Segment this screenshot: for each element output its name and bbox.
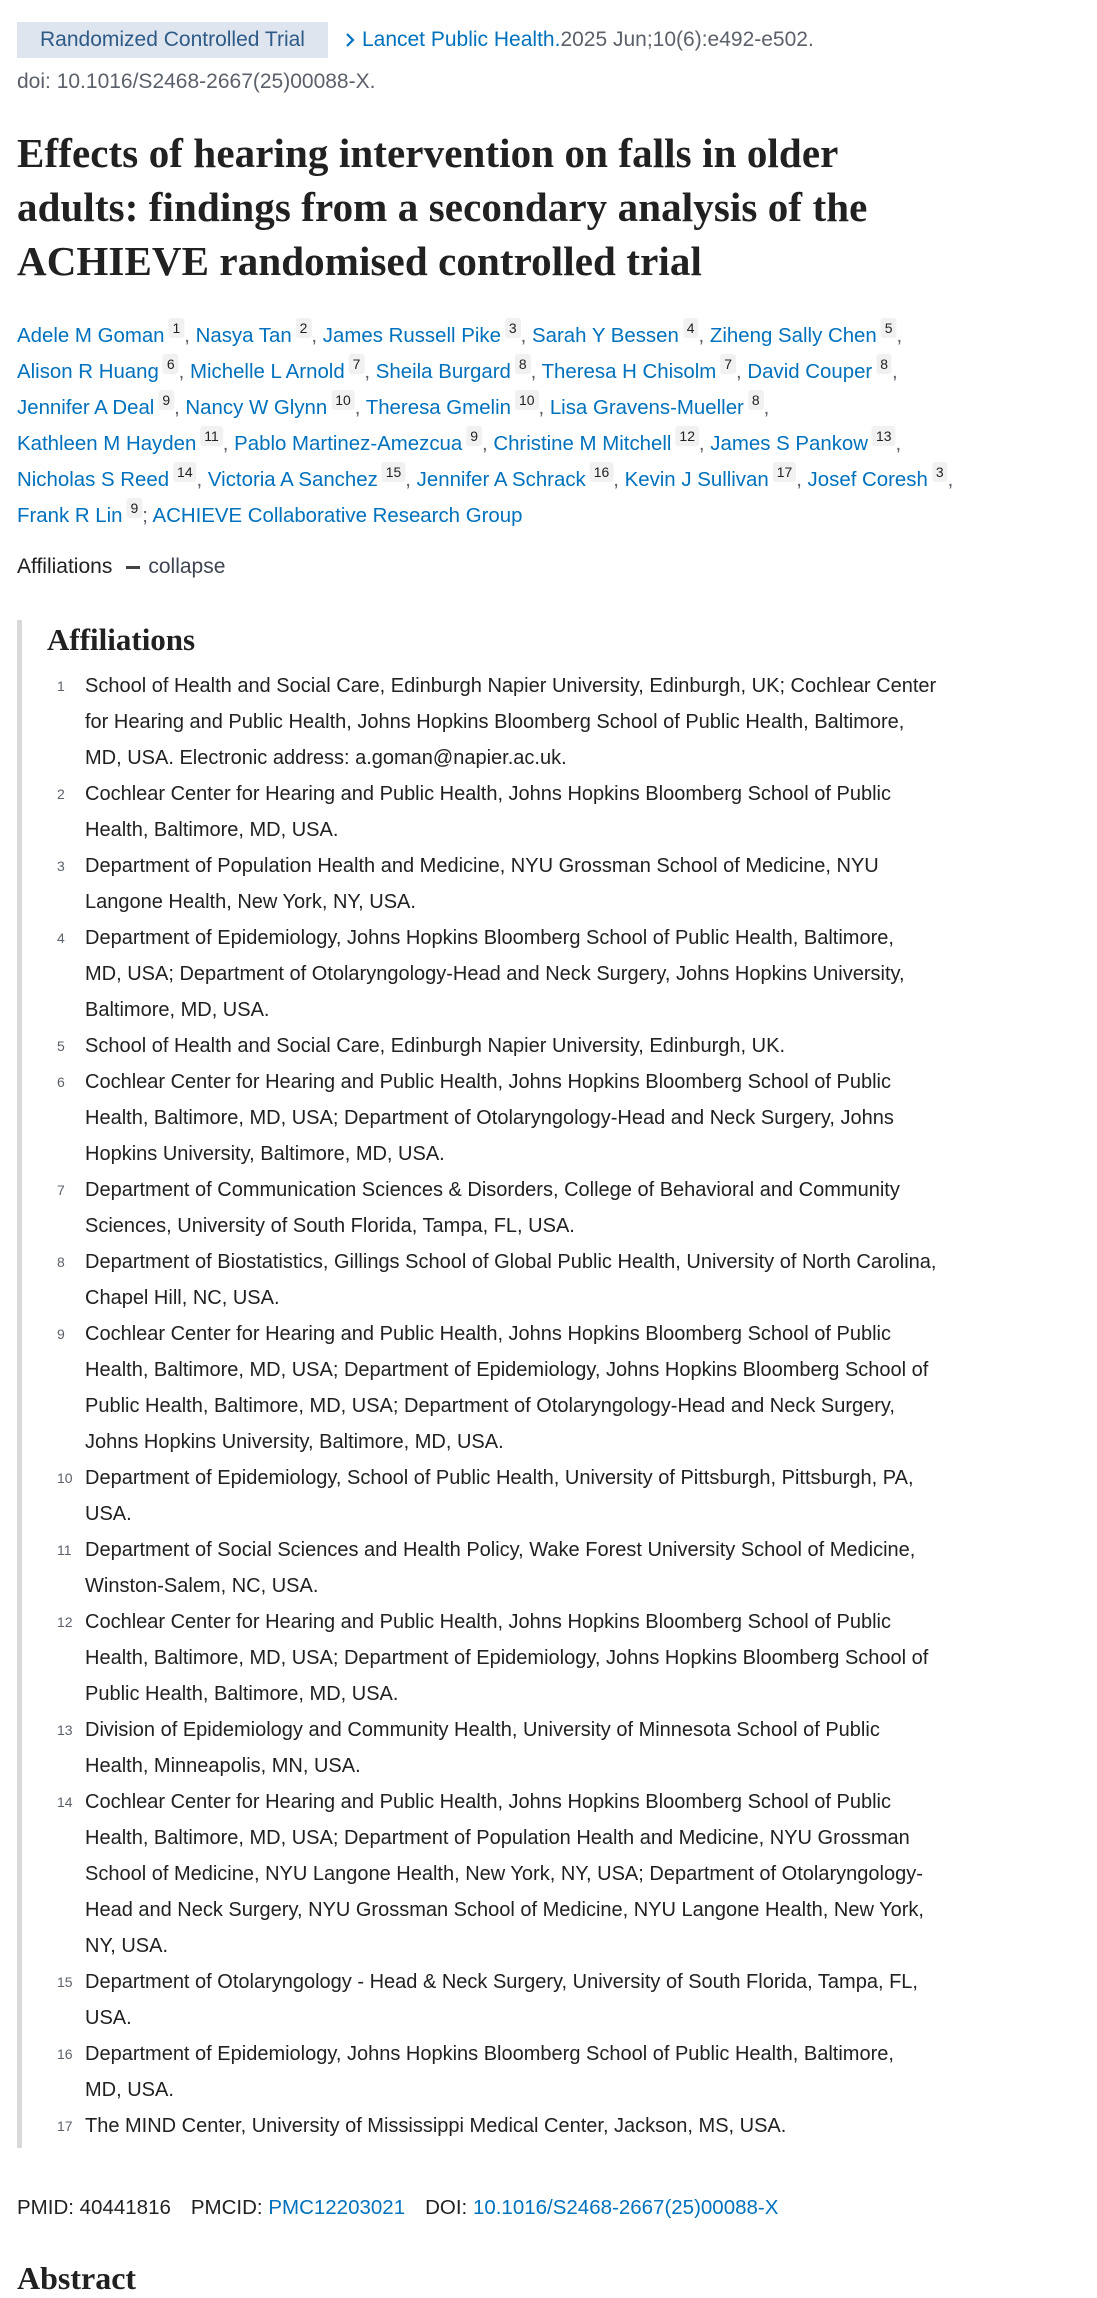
affiliation-item [47, 1316, 1095, 1460]
affiliation-ref-button[interactable]: 3 [505, 318, 521, 338]
author-link[interactable]: Theresa H Chisolm [541, 360, 717, 383]
author-line [17, 462, 1091, 498]
affiliation-number: 8 [57, 1254, 65, 1270]
affiliation-ref-button[interactable]: 15 [382, 462, 405, 482]
author-separator: , [196, 468, 208, 491]
affiliation-text-line: Department of Population Health and Medicine, NYU Grossman School of Medicine, NYU [85, 855, 879, 877]
author-link[interactable]: Christine M Mitchell [493, 432, 672, 455]
pmid-value: 40441816 [79, 2196, 171, 2219]
affiliation-ref-button[interactable]: 8 [876, 354, 892, 374]
author-separator: , [796, 468, 808, 491]
author-separator: , [174, 396, 186, 419]
affiliation-text [85, 2036, 894, 2108]
affiliation-ref-button[interactable]: 6 [163, 354, 179, 374]
affiliation-text-line: Division of Epidemiology and Community Health, University of Minnesota School of Public [85, 1719, 880, 1741]
affiliation-text-line: Public Health, Baltimore, MD, USA; Department of Otolaryngology-Head and Neck Surgery, [85, 1395, 895, 1417]
affiliation-text-line: Health, Baltimore, MD, USA. [85, 819, 339, 841]
affiliation-ref-button[interactable]: 7 [720, 354, 736, 374]
affiliation-text-line: Department of Otolaryngology - Head & Neck Surgery, University of South Florida, Tampa, FL, [85, 1971, 918, 1993]
author-separator: , [698, 324, 710, 347]
author-separator: , [763, 396, 770, 419]
author-line [17, 426, 1091, 462]
affiliation-text-line: Public Health, Baltimore, MD, USA. [85, 1683, 399, 1705]
affiliation-ref-button[interactable]: 17 [773, 462, 796, 482]
affiliation-item [47, 1028, 1095, 1064]
author-link[interactable]: Ziheng Sally Chen [709, 324, 877, 347]
affiliation-ref-button[interactable]: 7 [349, 354, 365, 374]
affiliation-item [47, 1784, 1095, 1964]
affiliation-ref-button[interactable]: 14 [173, 462, 196, 482]
affiliation-text-line: Department of Communication Sciences & Disorders, College of Behavioral and Community [85, 1179, 900, 1201]
affiliation-text-line: Department of Epidemiology, Johns Hopkins Bloomberg School of Public Health, Baltimore, [85, 2043, 894, 2065]
identifiers-line [17, 2192, 778, 2224]
pmcid-label: PMCID: [190, 2196, 269, 2219]
affiliation-item [47, 1244, 1095, 1316]
affiliation-text [85, 2108, 786, 2144]
authors-list [17, 318, 1095, 534]
affiliation-text-line: Johns Hopkins University, Baltimore, MD, USA. [85, 1431, 504, 1453]
affiliation-item [47, 2036, 1095, 2108]
affiliation-text [85, 848, 879, 920]
affiliation-text [85, 776, 891, 848]
affiliation-number: 14 [57, 1794, 73, 1810]
author-separator: , [520, 324, 533, 347]
affiliation-text-line: Chapel Hill, NC, USA. [85, 1287, 280, 1309]
affiliation-number: 1 [57, 678, 65, 694]
affiliation-text-line: School of Health and Social Care, Edinburgh Napier University, Edinburgh, UK. [85, 1035, 785, 1057]
author-line [17, 390, 1091, 426]
affiliations-panel [17, 620, 1095, 2148]
pmcid-link[interactable]: PMC12203021 [268, 2196, 406, 2219]
affiliation-ref-button[interactable]: 4 [683, 318, 699, 338]
affiliation-number: 3 [57, 858, 65, 874]
affiliation-text-line: Cochlear Center for Hearing and Public Health, Johns Hopkins Bloomberg School of Public [85, 1323, 891, 1345]
author-separator: , [891, 360, 898, 383]
affiliations-toggle-label: Affiliations [17, 555, 113, 578]
affiliation-text-line: Health, Baltimore, MD, USA; Department of Population Health and Medicine, NYU Grossman [85, 1827, 910, 1849]
author-link[interactable]: James S Pankow [710, 432, 869, 455]
author-link[interactable]: Sheila Burgard [375, 360, 511, 383]
affiliation-item [47, 920, 1095, 1028]
author-link[interactable]: Jennifer A Deal [17, 396, 155, 419]
affiliation-ref-button[interactable]: 11 [200, 426, 222, 446]
affiliation-text [85, 1172, 900, 1244]
article-title [17, 126, 867, 288]
author-separator: , [530, 360, 542, 383]
author-separator: , [311, 324, 323, 347]
author-link[interactable]: ACHIEVE Collaborative Research Group [152, 504, 523, 527]
affiliation-text-line: Winston-Salem, NC, USA. [85, 1575, 319, 1597]
affiliation-number: 11 [57, 1542, 72, 1558]
affiliation-item [47, 848, 1095, 920]
author-separator: , [354, 396, 366, 419]
minus-icon [126, 566, 140, 569]
affiliation-item [47, 1172, 1095, 1244]
affiliation-ref-button[interactable]: 8 [515, 354, 531, 374]
author-link[interactable]: Sarah Y Bessen [532, 324, 679, 347]
affiliation-number: 16 [57, 2046, 73, 2062]
collapse-link[interactable]: collapse [148, 555, 226, 578]
author-line [17, 498, 1091, 534]
affiliation-ref-button[interactable]: 12 [675, 426, 698, 446]
affiliation-number: 7 [57, 1182, 65, 1198]
affiliation-text-line: Department of Epidemiology, School of Public Health, University of Pittsburgh, Pittsburgh, PA, [85, 1467, 914, 1489]
affiliation-number: 10 [57, 1470, 73, 1486]
affiliation-item [47, 1460, 1095, 1532]
affiliation-ref-button[interactable]: 13 [872, 426, 895, 446]
author-line [17, 318, 1091, 354]
affiliation-ref-button[interactable]: 2 [296, 318, 312, 338]
author-link[interactable]: Frank R Lin [17, 504, 123, 527]
affiliation-text-line: Health, Baltimore, MD, USA; Department of Otolaryngology-Head and Neck Surgery, Johns [85, 1107, 894, 1129]
affiliation-ref-button[interactable]: 8 [748, 390, 764, 410]
affiliation-text-line: Health, Minneapolis, MN, USA. [85, 1755, 361, 1777]
author-link[interactable]: Josef Coresh [807, 468, 928, 491]
author-link[interactable]: Kathleen M Hayden [17, 432, 197, 455]
affiliation-ref-button[interactable]: 9 [158, 390, 174, 410]
citation-line [17, 22, 814, 58]
affiliation-item [47, 1532, 1095, 1604]
affiliation-item [47, 1964, 1095, 2036]
author-link[interactable]: Nasya Tan [195, 324, 292, 347]
author-separator: , [736, 360, 748, 383]
author-separator: , [698, 432, 711, 455]
affiliation-text-line: Department of Biostatistics, Gillings School of Global Public Health, University of North Carolina, [85, 1251, 937, 1273]
affiliations-toggle[interactable] [17, 551, 225, 583]
affiliations-list [47, 668, 1095, 2144]
affiliation-ref-button[interactable]: 1 [169, 318, 185, 338]
author-separator: , [895, 432, 902, 455]
author-separator: , [538, 396, 550, 419]
author-link[interactable]: James Russell Pike [322, 324, 501, 347]
doi-label: DOI: [425, 2196, 473, 2219]
affiliation-text [85, 1028, 785, 1064]
affiliation-number: 15 [57, 1974, 73, 1990]
author-separator: , [178, 360, 190, 383]
affiliation-number: 13 [57, 1722, 73, 1738]
affiliation-text [85, 1784, 924, 1964]
affiliation-text-line: Cochlear Center for Hearing and Public Health, Johns Hopkins Bloomberg School of Public [85, 783, 891, 805]
affiliation-ref-button[interactable]: 16 [590, 462, 613, 482]
affiliation-item [47, 1604, 1095, 1712]
author-separator: , [405, 468, 417, 491]
author-link[interactable]: Nancy W Glynn [185, 396, 328, 419]
author-link[interactable]: Pablo Martinez-Amezcua [234, 432, 463, 455]
affiliation-text [85, 1532, 915, 1604]
affiliation-number: 17 [57, 2118, 73, 2134]
author-link[interactable]: Nicholas S Reed [17, 468, 170, 491]
affiliation-item [47, 2108, 1095, 2144]
affiliation-text [85, 1964, 918, 2036]
affiliation-number: 9 [57, 1326, 65, 1342]
affiliations-heading: Affiliations [47, 622, 196, 657]
affiliation-text [85, 1244, 936, 1316]
author-link[interactable]: Adele M Goman [17, 324, 165, 347]
pmid-label: PMID: [17, 2196, 80, 2219]
affiliation-text-line: for Hearing and Public Health, Johns Hopkins Bloomberg School of Public Health, Baltimore, [85, 711, 905, 733]
author-link[interactable]: Victoria A Sanchez [207, 468, 378, 491]
author-link[interactable]: Lisa Gravens-Mueller [549, 396, 744, 419]
author-link[interactable]: Michelle L Arnold [189, 360, 345, 383]
affiliation-ref-button[interactable]: 9 [466, 426, 482, 446]
affiliation-text-line: Cochlear Center for Hearing and Public Health, Johns Hopkins Bloomberg School of Public [85, 1611, 891, 1633]
author-separator: , [896, 324, 903, 347]
affiliation-text-line: NY, USA. [85, 1935, 168, 1957]
author-link[interactable]: Theresa Gmelin [365, 396, 511, 419]
citation-details: 2025 Jun;10(6):e492-e502. [560, 28, 814, 51]
affiliation-text [85, 1460, 914, 1532]
affiliation-text-line: Langone Health, New York, NY, USA. [85, 891, 416, 913]
affiliation-text-line: School of Health and Social Care, Edinburgh Napier University, Edinburgh, UK; Cochlear Center [85, 675, 937, 697]
affiliation-text-line: Health, Baltimore, MD, USA; Department of Epidemiology, Johns Hopkins Bloomberg School of [85, 1647, 929, 1669]
affiliation-item [47, 776, 1095, 848]
affiliation-number: 6 [57, 1074, 65, 1090]
affiliation-text [85, 1064, 894, 1172]
affiliation-text-line: Head and Neck Surgery, NYU Grossman School of Medicine, NYU Langone Health, New York, [85, 1899, 924, 1921]
author-separator: , [481, 432, 494, 455]
title-line: ACHIEVE randomised controlled trial [17, 238, 702, 284]
affiliation-text-line: Department of Epidemiology, Johns Hopkins Bloomberg School of Public Health, Baltimore, [85, 927, 894, 949]
affiliation-text-line: Hopkins University, Baltimore, MD, USA. [85, 1143, 445, 1165]
author-link[interactable]: Alison R Huang [17, 360, 159, 383]
author-link[interactable]: Jennifer A Schrack [416, 468, 586, 491]
author-line [17, 354, 1091, 390]
affiliation-text-line: USA. [85, 1503, 132, 1525]
affiliation-text-line: USA. [85, 2007, 132, 2029]
author-separator: , [222, 432, 235, 455]
affiliation-text-line: MD, USA. [85, 2079, 174, 2101]
affiliation-item [47, 668, 1095, 776]
affiliation-ref-button[interactable]: 5 [881, 318, 897, 338]
affiliation-text-line: MD, USA; Department of Otolaryngology-Head and Neck Surgery, Johns Hopkins University, [85, 963, 905, 985]
affiliation-text-line: School of Medicine, NYU Langone Health, New York, NY, USA; Department of Otolaryngology- [85, 1863, 923, 1885]
affiliation-text-line: Cochlear Center for Hearing and Public Health, Johns Hopkins Bloomberg School of Public [85, 1791, 891, 1813]
affiliation-ref-button[interactable]: 10 [331, 390, 354, 410]
affiliation-number: 12 [57, 1614, 73, 1630]
affiliation-number: 5 [57, 1038, 65, 1054]
affiliation-item [47, 1712, 1095, 1784]
author-separator: , [947, 468, 954, 491]
affiliation-text-line: Sciences, University of South Florida, Tampa, FL, USA. [85, 1215, 575, 1237]
author-link[interactable]: David Couper [747, 360, 873, 383]
doi-line: doi: 10.1016/S2468-2667(25)00088-X. [17, 70, 376, 93]
chevron-right-icon [344, 28, 356, 52]
affiliation-text [85, 1316, 928, 1460]
abstract-heading: Abstract [17, 2260, 137, 2296]
affiliation-text [85, 1604, 928, 1712]
affiliation-text-line: Health, Baltimore, MD, USA; Department of Epidemiology, Johns Hopkins Bloomberg School of [85, 1359, 929, 1381]
author-separator: ; [142, 504, 153, 527]
affiliation-text-line: Cochlear Center for Hearing and Public Health, Johns Hopkins Bloomberg School of Public [85, 1071, 891, 1093]
author-separator: , [184, 324, 196, 347]
affiliation-item [47, 1064, 1095, 1172]
affiliation-number: 4 [57, 930, 65, 946]
journal-link[interactable]: Lancet Public Health. [361, 28, 561, 51]
affiliation-text [85, 668, 936, 776]
doi-link[interactable]: 10.1016/S2468-2667(25)00088-X [472, 2196, 779, 2219]
affiliation-ref-button[interactable]: 9 [127, 498, 143, 518]
publication-type-badge: Randomized Controlled Trial [17, 22, 328, 58]
title-line: Effects of hearing intervention on falls in older [17, 130, 839, 176]
affiliation-text [85, 1712, 880, 1784]
author-separator: , [364, 360, 376, 383]
author-separator: , [613, 468, 625, 491]
affiliation-text-line: Department of Social Sciences and Health Policy, Wake Forest University School of Medicine, [85, 1539, 916, 1561]
affiliation-ref-button[interactable]: 10 [515, 390, 538, 410]
affiliation-text-line: MD, USA. Electronic address: a.goman@napier.ac.uk. [85, 747, 567, 769]
affiliation-text [85, 920, 905, 1028]
affiliation-ref-button[interactable]: 3 [932, 462, 948, 482]
affiliation-text-line: Baltimore, MD, USA. [85, 999, 270, 1021]
affiliation-number: 2 [57, 786, 65, 802]
title-line: adults: findings from a secondary analysis of the [17, 184, 868, 230]
author-link[interactable]: Kevin J Sullivan [624, 468, 769, 491]
affiliation-text-line: The MIND Center, University of Mississippi Medical Center, Jackson, MS, USA. [85, 2115, 787, 2137]
